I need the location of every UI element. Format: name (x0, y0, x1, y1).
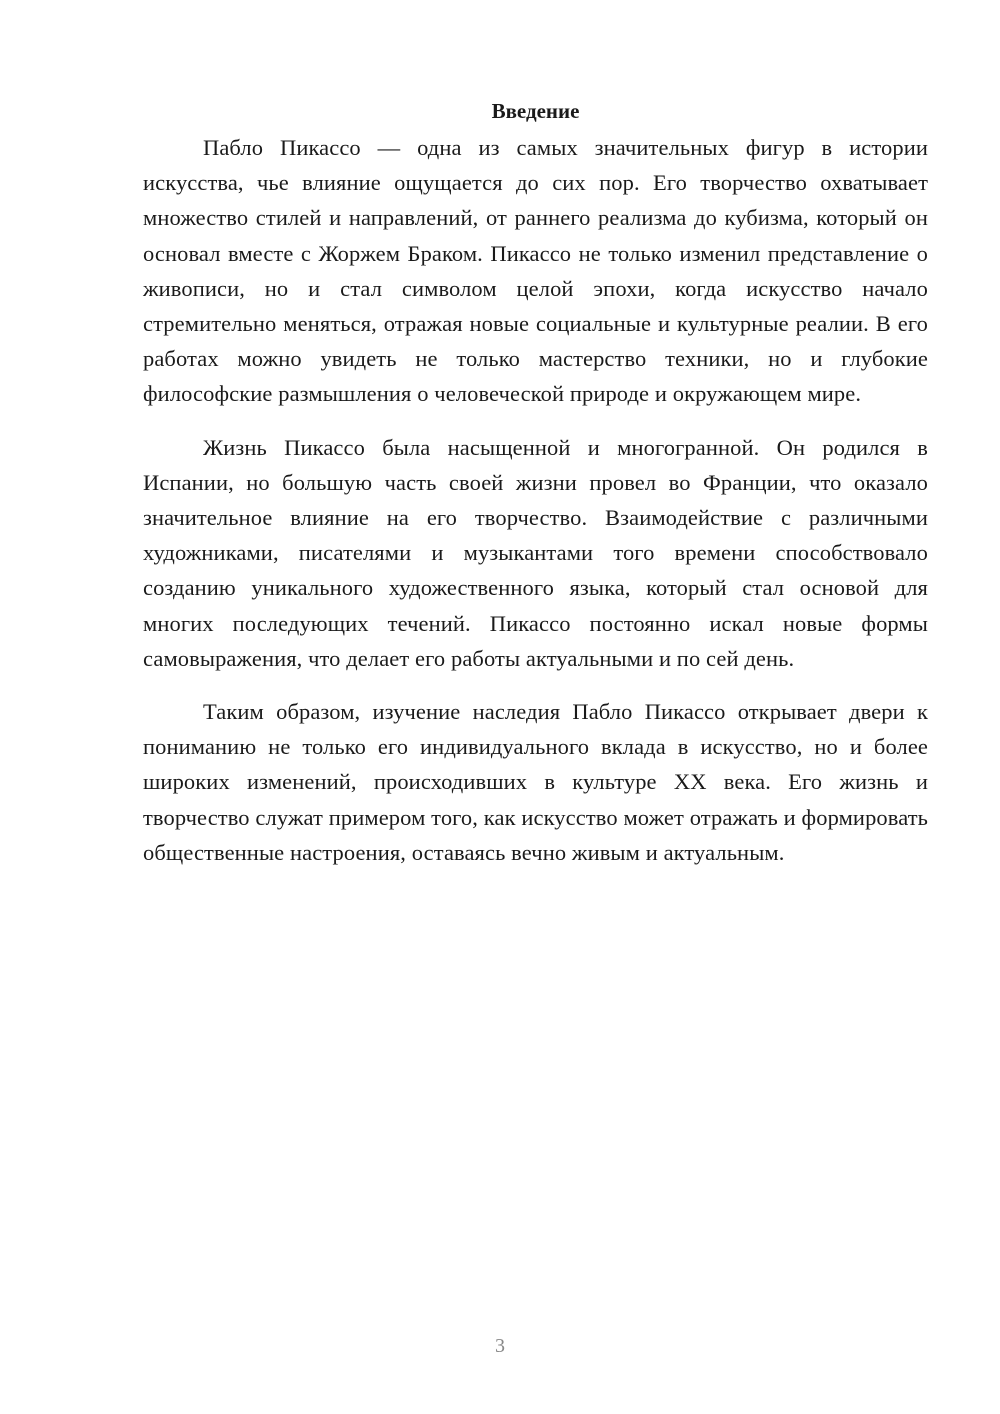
paragraph-3: Таким образом, изучение наследия Пабло Пикассо открывает двери к пониманию не только его индивидуального вклада в искусство, но и более широких изменений, происходивших в культуре XX века. Его жизнь и творчество служат примером того, как искусство может отражать и формировать общественные настроения, оставаясь вечно живым и актуальным. (143, 699, 928, 865)
paragraph-1: Пабло Пикассо — одна из самых значительных фигур в истории искусства, чье влияние ощущается до сих пор. Его творчество охватывает множество стилей и направлений, от раннего реализма до кубизма, который он основал вместе с Жоржем Браком. Пикассо не только изменил представление о живописи, но и стал символом целой эпохи, когда искусство начало стремительно меняться, отражая новые социальные и культурные реалии. В его работах можно увидеть не только мастерство техники, но и глубокие философские размышления о человеческой природе и окружающем мире. (143, 135, 928, 407)
section-heading: Введение (491, 99, 580, 123)
page-number: 3 (495, 1335, 505, 1357)
paragraph-2: Жизнь Пикассо была насыщенной и многогранной. Он родился в Испании, но большую часть своей жизни провел во Франции, что оказало значительное влияние на его творчество. Взаимодействие с различными художниками, писателями и музыкантами того времени способствовало созданию уникального художественного языка, который стал основой для многих последующих течений. Пикассо постоянно искал новые формы самовыражения, что делает его работы актуальными и по сей день. (143, 434, 928, 671)
page-content (143, 96, 928, 888)
